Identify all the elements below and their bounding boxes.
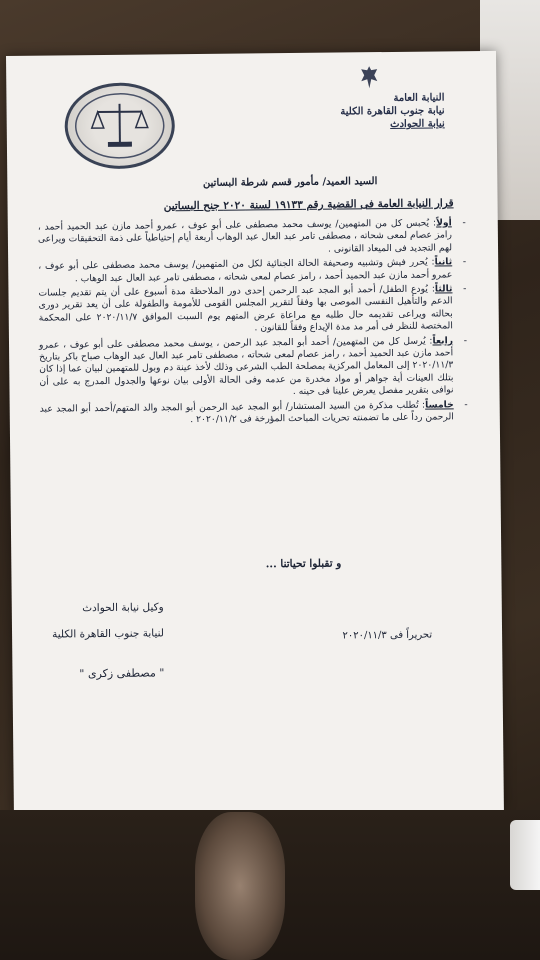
paragraph-1: - أولاً: يُحبس كل من المتهمين/ يوسف محمد مصطفى على أبو عوف ، عمرو أحمد مازن عبد الحميد أحمد ، رامز عصام لمعى شحاته ، مصطفى تامر عبد العال عبد الوهاب أربعة أيام إحتياطياً على ذمة التحقيقات ويراعى لهم التجديد فى الميعاد القانونى . <box>37 217 466 255</box>
letterhead-line-3: نيابة الحوادث <box>390 118 445 130</box>
paragraph-5: - خامساً: تُطلب مذكرة من السيد المستشار/ أبو المجد عبد الرحمن أبو المجد والد المتهم/أحمد أبو المجد عبد الرحمن رداً على ما تضمنته تحريات المباحث المؤرخة فى ٢٠٢٠/١١/٢ . <box>39 398 468 426</box>
paragraph-3: - ثالثاً: يُودع الطفل/ أحمد أبو المجد عبد الرحمن إحدى دور الملاحظة مدة أسبوع على أن يتم تقديم جلسات الدعم والتأهيل النفسى الموصى بها وفقاً لتقرير المجلس القومى للأمومة والطفولة على أن يعد تقرير دورى بحالته ويراعى تقديمه حال طلبه مع مراعاة عرض المتهم يوم السبت الموافق ٢٠٢٠/١١/٧ على المحكمة المختصة للنظر فى أمر مد مدة الإيداع وفقاً للقانون . <box>38 283 467 334</box>
letterhead <box>340 91 445 131</box>
scales-icon <box>67 85 172 166</box>
decision-title: قرار النيابة العامة فى القضية رقم ١٩١٣٣ لسنة ٢٠٢٠ جنح البساتين <box>163 197 454 213</box>
signature-title: وكيل نيابة الحوادث <box>82 601 164 615</box>
paragraph-4: - رابعاً: يُرسل كل من المتهمين/ أحمد أبو المجد عبد الرحمن ، يوسف محمد مصطفى على أبو عوف ، عمرو أحمد مازن عبد الحميد أحمد ، رامز عصام لمعى شحاته ، مصطفى تامر عبد العال عبد الوهاب صباح باكر بتاريخ ٢٠٢٠/١١/٣ إلى المعامل المركزية بمصلحة الطب الشرعى وذلك لأخذ عينة دم وبول للمتهمين لبيان عما إذا كان بتلك العينات أية جواهر أو مواد مخدرة من عدمه وفى الحالة الأولى بيان نوعها والجدول المدرج به على أن نوافى بتقرير مفصل يعرض علينا فى حينه . <box>38 334 468 398</box>
prosecution-seal <box>64 82 175 169</box>
glass-object <box>195 812 285 960</box>
signature-office: لنيابة جنوب القاهرة الكلية <box>51 627 165 641</box>
decision-body <box>37 217 468 430</box>
paragraph-2: - ثانياً: يُحرر فيش وتشبيه وصحيفة الحالة الجنائية لكل من المتهمين/ يوسف محمد مصطفى على أبو عوف ، عمرو أحمد مازن عبد الحميد أحمد ، رامز عصام لمعى شحاته ، مصطفى تامر عبد العال عبد الوهاب . <box>38 256 467 284</box>
bottle-object <box>510 820 540 890</box>
document-page <box>6 51 504 816</box>
addressee: السيد العميد/ مأمور قسم شرطة البساتين <box>202 176 378 189</box>
letterhead-line-2: نيابة جنوب القاهرة الكلية <box>340 105 445 118</box>
signature-name: " مصطفى زكرى " <box>79 666 165 681</box>
issue-date: تحريراً فى ٢٠٢٠/١١/٣ <box>342 629 433 642</box>
letterhead-line-1: النيابة العامة <box>393 92 445 104</box>
closing-greeting: و تقبلوا تحياتنا ... <box>265 557 342 571</box>
eagle-emblem-icon <box>358 64 380 90</box>
signature-block <box>52 594 165 687</box>
